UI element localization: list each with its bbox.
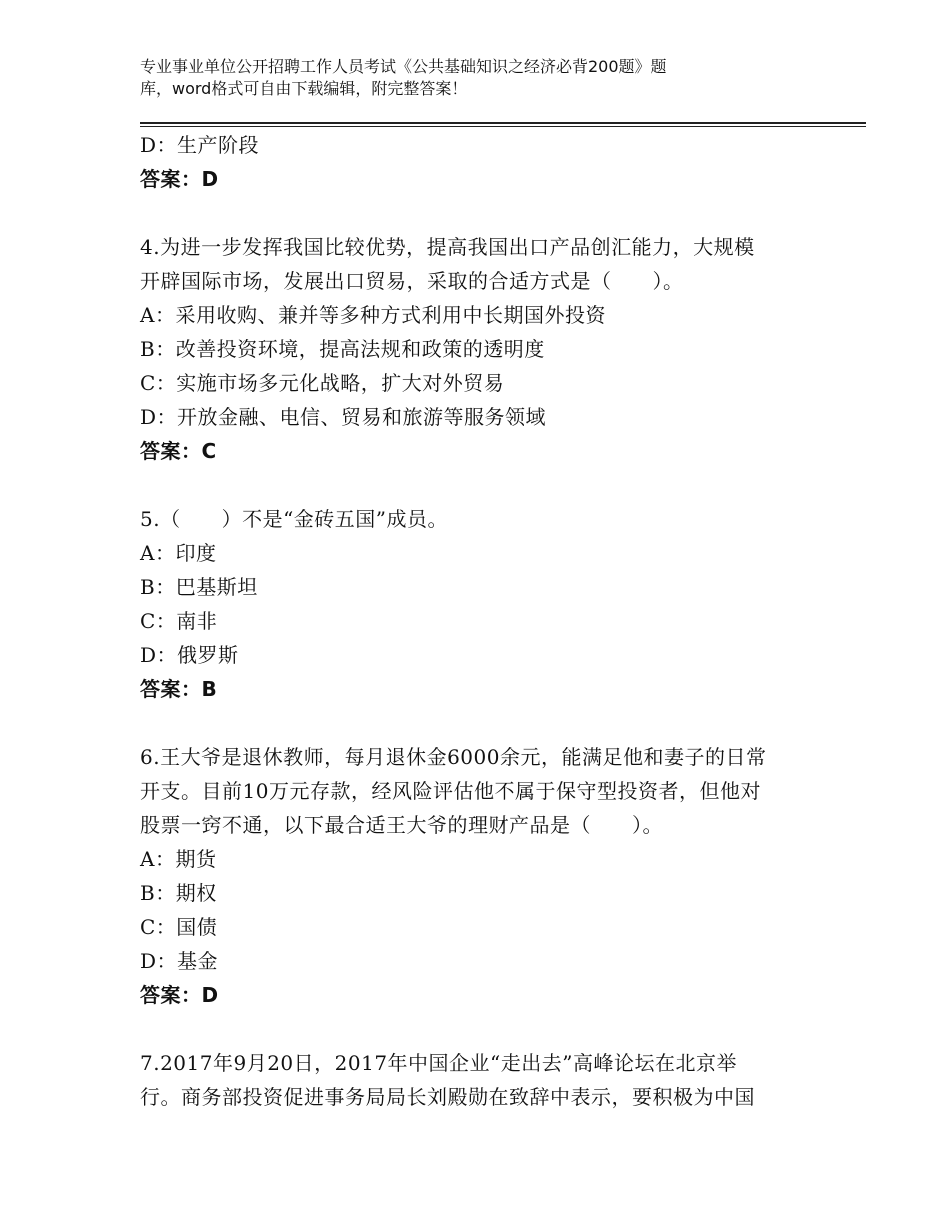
q5-answer: 答案：B — [140, 677, 218, 701]
q3-option-d: D：生产阶段 — [140, 133, 260, 157]
q7-stem-line-2: 行。商务部投资促进事务局局长刘殿勋在致辞中表示，要积极为中国 — [140, 1085, 755, 1109]
q3-answer: 答案：D — [140, 167, 219, 191]
spacer — [140, 1012, 840, 1046]
q6-stem-line-3: 股票一窍不通，以下最合适王大爷的理财产品是（ ）。 — [140, 813, 663, 837]
q6-option-d: D：基金 — [140, 949, 219, 973]
q6-stem-line-1: 6.王大爷是退休教师，每月退休金6000余元，能满足他和妻子的日常 — [140, 745, 767, 769]
q5-option-c: C：南非 — [140, 609, 218, 633]
q4-answer: 答案：C — [140, 439, 217, 463]
q6-option-a: A：期货 — [140, 847, 217, 871]
header-rule-thin — [140, 126, 866, 127]
spacer — [140, 196, 840, 230]
document-header — [140, 56, 780, 100]
q4-option-d: D：开放金融、电信、贸易和旅游等服务领域 — [140, 405, 547, 429]
q6-answer: 答案：D — [140, 983, 219, 1007]
q4-option-c: C：实施市场多元化战略，扩大对外贸易 — [140, 371, 505, 395]
spacer — [140, 468, 840, 502]
q5-option-d: D：俄罗斯 — [140, 643, 239, 667]
q5-stem-line-1: 5.（ ）不是“金砖五国”成员。 — [140, 507, 449, 531]
header-rule-thick — [140, 122, 866, 124]
q6-option-c: C：国债 — [140, 915, 218, 939]
q4-stem-line-2: 开辟国际市场，发展出口贸易，采取的合适方式是（ ）。 — [140, 269, 684, 293]
q7-stem-line-1: 7.2017年9月20日，2017年中国企业“走出去”高峰论坛在北京举 — [140, 1051, 738, 1075]
header-line-2: 库，word格式可自由下载编辑，附完整答案！ — [140, 79, 468, 98]
q6-stem-line-2: 开支。目前10万元存款，经风险评估他不属于保守型投资者，但他对 — [140, 779, 761, 803]
header-line-1: 专业事业单位公开招聘工作人员考试《公共基础知识之经济必背200题》题 — [140, 57, 667, 76]
q4-option-a: A：采用收购、兼并等多种方式利用中长期国外投资 — [140, 303, 606, 327]
q6-option-b: B：期权 — [140, 881, 217, 905]
q4-stem-line-1: 4.为进一步发挥我国比较优势，提高我国出口产品创汇能力，大规模 — [140, 235, 755, 259]
q5-option-b: B：巴基斯坦 — [140, 575, 258, 599]
spacer — [140, 706, 840, 740]
question-content — [140, 128, 840, 1114]
q5-option-a: A：印度 — [140, 541, 217, 565]
q4-option-b: B：改善投资环境，提高法规和政策的透明度 — [140, 337, 545, 361]
